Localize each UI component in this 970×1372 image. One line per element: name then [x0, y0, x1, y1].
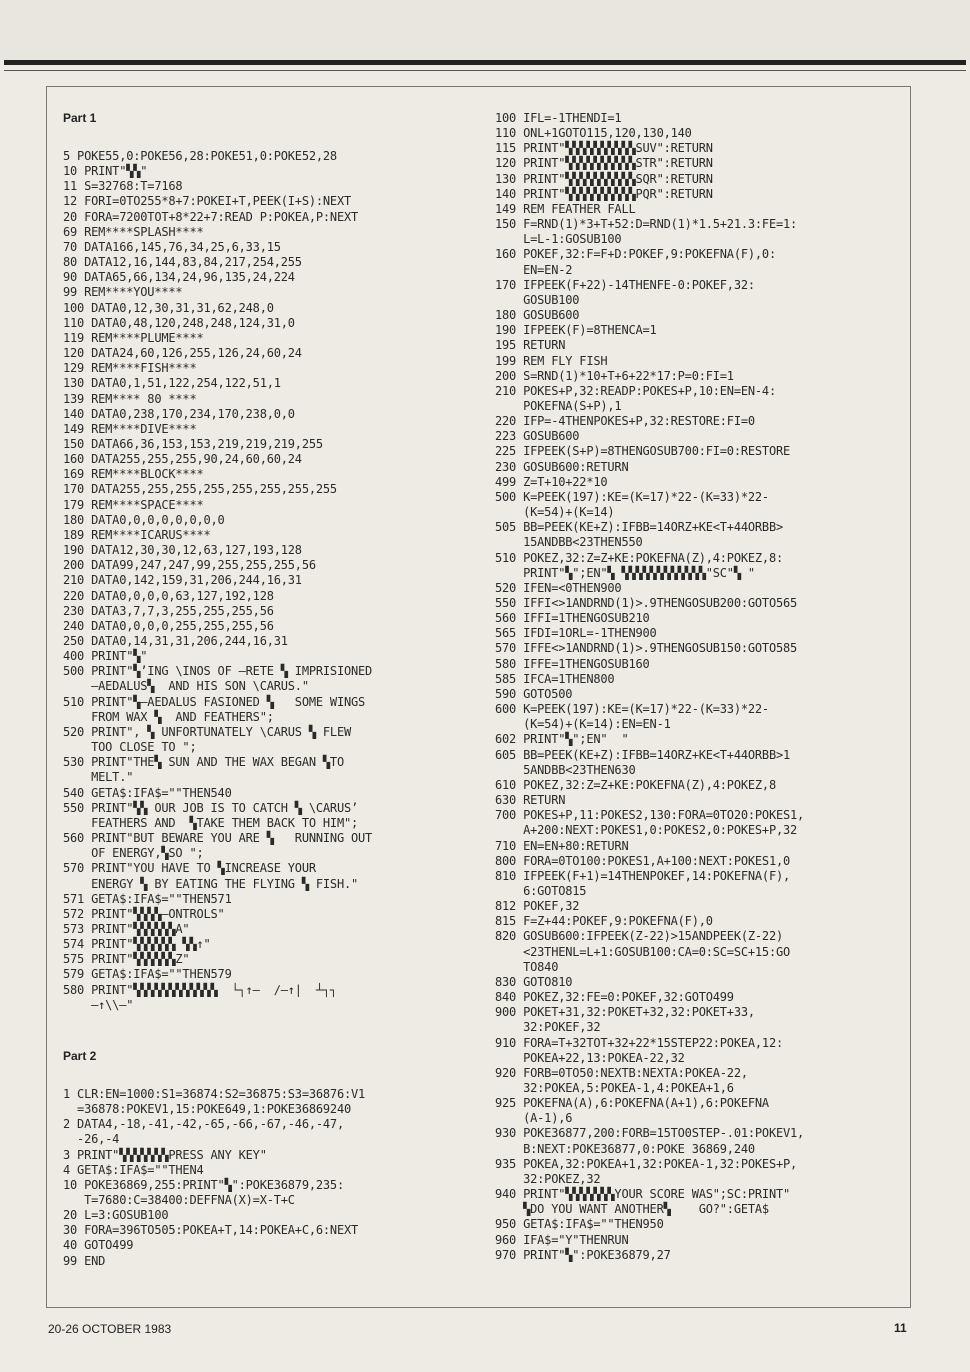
- code-line: 169 REM****BLOCK****: [63, 467, 204, 482]
- code-line: 935 POKEA,32:POKEA+1,32:POKEA-1,32:POKES+P,: [495, 1156, 798, 1171]
- part1-heading: Part 1: [63, 111, 97, 125]
- code-line: 149 REM FEATHER FALL: [495, 201, 636, 216]
- part1-listing: [63, 149, 483, 1013]
- code-line: 99 END: [63, 1253, 106, 1268]
- code-line: EN=EN-2: [495, 262, 573, 277]
- right-listing: [495, 111, 905, 1263]
- code-line: 520 PRINT", ▚ UNFORTUNATELY \CARUS ▚ FLEW: [63, 724, 352, 739]
- code-line: 199 REM FLY FISH: [495, 353, 608, 368]
- part2-heading: Part 2: [63, 1048, 97, 1063]
- page-top-margin: [0, 0, 970, 60]
- code-line: 1 CLR:EN=1000:S1=36874:S2=36875:S3=36876:V1: [63, 1086, 366, 1101]
- code-line: 189 REM****ICARUS****: [63, 527, 211, 542]
- code-line: (A-1),6: [495, 1111, 573, 1126]
- part2-listing: [63, 1087, 483, 1269]
- code-line: 230 GOSUB600:RETURN: [495, 459, 629, 474]
- code-line: MELT.": [63, 770, 134, 785]
- code-line: 700 POKES+P,11:POKES2,130:FORA=0TO20:POKES1,: [495, 808, 805, 823]
- code-line: 520 IFEN=<0THEN900: [495, 580, 622, 595]
- code-line: 710 EN=EN+80:RETURN: [495, 838, 629, 853]
- code-line: 32:POKEF,32: [495, 1020, 601, 1035]
- code-line: 605 BB=PEEK(KE+Z):IFBB=14ORZ+KE<T+44ORBB>1: [495, 747, 791, 762]
- code-line: 20 L=3:GOSUB100: [63, 1208, 169, 1223]
- code-line: 900 POKET+31,32:POKET+32,32:POKET+33,: [495, 1005, 755, 1020]
- code-line: 100 IFL=-1THENDI=1: [495, 111, 622, 125]
- code-line: 129 REM****FISH****: [63, 361, 197, 376]
- code-line: 2 DATA4,-18,-41,-42,-65,-66,-67,-46,-47,: [63, 1117, 344, 1132]
- code-line: 5ANDBB<23THEN630: [495, 762, 636, 777]
- code-line: 160 DATA255,255,255,90,24,60,60,24: [63, 452, 302, 467]
- page-number: 11: [894, 1321, 907, 1335]
- code-line: 570 PRINT"YOU HAVE TO ▚INCREASE YOUR: [63, 861, 316, 876]
- code-line: TO840: [495, 959, 559, 974]
- code-line: 12 FORI=0TO255*8+7:POKEI+T,PEEK(I+S):NEXT: [63, 194, 352, 209]
- code-line: 572 PRINT"▚▚▚▚‒ONTROLS": [63, 906, 225, 921]
- header-thick-rule: [4, 60, 966, 65]
- code-line: 170 DATA255,255,255,255,255,255,255,255: [63, 482, 337, 497]
- code-line: 80 DATA12,16,144,83,84,217,254,255: [63, 255, 302, 270]
- header-thin-rule: [4, 70, 966, 71]
- code-line: ‒↑\\‒": [63, 997, 134, 1012]
- code-line: TOO CLOSE TO ";: [63, 740, 197, 755]
- code-line: 220 DATA0,0,0,0,63,127,192,128: [63, 588, 274, 603]
- code-line: 5 POKE55,0:POKE56,28:POKE51,0:POKE52,28: [63, 149, 337, 163]
- code-line: 240 DATA0,0,0,0,255,255,255,56: [63, 618, 274, 633]
- code-line: 565 IFDI=1ORL=-1THEN900: [495, 626, 657, 641]
- code-line: -26,-4: [63, 1132, 120, 1147]
- code-line: 579 GETA$:IFA$=""THEN579: [63, 967, 232, 982]
- code-line: <23THENL=L+1:GOSUB100:CA=0:SC=SC+15:GO: [495, 944, 791, 959]
- code-line: 560 IFFI=1THENGOSUB210: [495, 611, 650, 626]
- code-line: 6:GOTO815: [495, 883, 587, 898]
- code-line: 160 POKEF,32:F=F+D:POKEF,9:POKEFNA(F),0:: [495, 247, 776, 262]
- code-line: ‒AEDALUS▚ AND HIS SON \CARUS.": [63, 679, 309, 694]
- code-line: 149 REM****DIVE****: [63, 421, 197, 436]
- code-line: OF ENERGY,▚SO ";: [63, 846, 204, 861]
- code-line: 815 F=Z+44:POKEF,9:POKEFNA(F),0: [495, 914, 713, 929]
- code-line: 190 IFPEEK(F)=8THENCA=1: [495, 323, 657, 338]
- code-line: 210 DATA0,142,159,31,206,244,16,31: [63, 573, 302, 588]
- code-line: 573 PRINT"▚▚▚▚▚▚A": [63, 921, 190, 936]
- code-line: 500 PRINT"▚’ING \INOS OF ‒RETE ▚ IMPRISIONED: [63, 664, 373, 679]
- code-line: 32:POKEZ,32: [495, 1171, 601, 1186]
- code-line: 99 REM****YOU****: [63, 285, 183, 300]
- code-line: 540 GETA$:IFA$=""THEN540: [63, 785, 232, 800]
- code-line: 115 PRINT"▚▚▚▚▚▚▚▚▚▚SUV":RETURN: [495, 141, 713, 156]
- code-line: 585 IFCA=1THEN800: [495, 671, 615, 686]
- code-line: 180 GOSUB600: [495, 308, 580, 323]
- code-line: 812 POKEF,32: [495, 899, 580, 914]
- code-line: 400 PRINT"▚": [63, 649, 148, 664]
- code-line: 610 POKEZ,32:Z=Z+KE:POKEFNA(Z),4:POKEZ,8: [495, 777, 776, 792]
- code-line: 150 DATA66,36,153,153,219,219,219,255: [63, 436, 323, 451]
- code-line: 130 DATA0,1,51,122,254,122,51,1: [63, 376, 281, 391]
- code-line: 200 S=RND(1)*10+T+6+22*17:P=0:FI=1: [495, 368, 734, 383]
- code-line: 950 GETA$:IFA$=""THEN950: [495, 1217, 664, 1232]
- code-line: POKEFNA(S+P),1: [495, 398, 622, 413]
- code-line: B:NEXT:POKE36877,0:POKE 36869,240: [495, 1141, 755, 1156]
- code-line: PRINT"▚";EN"▚ ▚▚▚▚▚▚▚▚▚▚▚▚"SC"▚ ": [495, 565, 755, 580]
- code-line: 550 IFFI<>1ANDRND(1)>.9THENGOSUB200:GOTO565: [495, 596, 798, 610]
- code-line: 10 POKE36869,255:PRINT"▚":POKE36879,235:: [63, 1177, 344, 1192]
- code-line: 505 BB=PEEK(KE+Z):IFBB=14ORZ+KE<T+44ORBB>: [495, 520, 784, 535]
- code-line: 190 DATA12,30,30,12,63,127,193,128: [63, 543, 302, 558]
- code-line: 130 PRINT"▚▚▚▚▚▚▚▚▚▚SQR":RETURN: [495, 171, 713, 186]
- code-line: 800 FORA=0TO100:POKES1,A+100:NEXT:POKES1,0: [495, 853, 791, 868]
- code-line: 590 GOTO500: [495, 686, 573, 701]
- code-line: 510 POKEZ,32:Z=Z+KE:POKEFNA(Z),4:POKEZ,8:: [495, 550, 784, 565]
- code-line: 560 PRINT"BUT BEWARE YOU ARE ▚ RUNNING OUT: [63, 831, 373, 846]
- code-line: 571 GETA$:IFA$=""THEN571: [63, 891, 232, 906]
- code-line: 179 REM****SPACE****: [63, 497, 204, 512]
- left-column: [63, 111, 483, 1269]
- code-line: 575 PRINT"▚▚▚▚▚▚Z": [63, 952, 190, 967]
- code-line: POKEA+22,13:POKEA-22,32: [495, 1050, 685, 1065]
- code-line: ▚DO YOU WANT ANOTHER▚ GO?":GETA$: [495, 1202, 769, 1217]
- code-line: (K=54)+(K=14): [495, 505, 615, 520]
- code-line: 940 PRINT"▚▚▚▚▚▚▚YOUR SCORE WAS";SC:PRINT": [495, 1187, 791, 1202]
- code-line: 230 DATA3,7,7,3,255,255,255,56: [63, 603, 274, 618]
- code-line: 3 PRINT"▚▚▚▚▚▚▚PRESS ANY KEY": [63, 1147, 267, 1162]
- code-line: 180 DATA0,0,0,0,0,0,0,0: [63, 512, 225, 527]
- code-line: 4 GETA$:IFA$=""THEN4: [63, 1162, 204, 1177]
- code-line: 580 IFFE=1THENGOSUB160: [495, 656, 650, 671]
- code-line: 510 PRINT"▚‒AEDALUS FASIONED ▚ SOME WINGS: [63, 694, 366, 709]
- code-line: 550 PRINT"▚▚ OUR JOB IS TO CATCH ▚ \CARUS’: [63, 800, 359, 815]
- code-line: 40 GOTO499: [63, 1238, 134, 1253]
- code-line: L=L-1:GOSUB100: [495, 232, 622, 247]
- code-line: 930 POKE36877,200:FORB=15TO0STEP-.01:POKEV1,: [495, 1126, 805, 1141]
- code-line: 10 PRINT"▚▚": [63, 164, 148, 179]
- code-line: 210 POKES+P,32:READP:POKES+P,10:EN=EN-4:: [495, 383, 776, 398]
- code-line: 630 RETURN: [495, 793, 566, 808]
- code-line: 500 K=PEEK(197):KE=(K=17)*22-(K=33)*22-: [495, 489, 769, 504]
- code-line: T=7680:C=38400:DEFFNA(X)=X-T+C: [63, 1193, 295, 1207]
- code-line: 110 DATA0,48,120,248,248,124,31,0: [63, 315, 295, 330]
- code-line: 139 REM**** 80 ****: [63, 391, 197, 406]
- code-line: 70 DATA166,145,76,34,25,6,33,15: [63, 239, 281, 254]
- code-line: 32:POKEA,5:POKEA-1,4:POKEA+1,6: [495, 1081, 734, 1095]
- code-line: 970 PRINT"▚":POKE36879,27: [495, 1247, 671, 1262]
- code-line: 830 GOTO810: [495, 974, 573, 989]
- code-line: 120 DATA24,60,126,255,126,24,60,24: [63, 346, 302, 361]
- code-line: 195 RETURN: [495, 338, 566, 353]
- code-line: 925 POKEFNA(A),6:POKEFNA(A+1),6:POKEFNA: [495, 1096, 769, 1111]
- code-line: 150 F=RND(1)*3+T+52:D=RND(1)*1.5+21.3:FE=1:: [495, 217, 798, 232]
- code-line: 223 GOSUB600: [495, 429, 580, 444]
- code-line: 810 IFPEEK(F+1)=14THENPOKEF,14:POKEFNA(F),: [495, 868, 791, 883]
- code-line: FEATHERS AND ▚TAKE THEM BACK TO HIM";: [63, 815, 359, 830]
- code-line: 910 FORA=T+32TOT+32+22*15STEP22:POKEA,12:: [495, 1035, 784, 1050]
- code-line: 570 IFFE<>1ANDRND(1)>.9THENGOSUB150:GOTO585: [495, 641, 798, 656]
- code-line: 140 DATA0,238,170,234,170,238,0,0: [63, 406, 295, 421]
- code-line: 250 DATA0,14,31,31,206,244,16,31: [63, 634, 288, 648]
- code-line: 119 REM****PLUME****: [63, 330, 204, 345]
- code-line: 170 IFPEEK(F+22)-14THENFE-0:POKEF,32:: [495, 277, 755, 292]
- code-line: 100 DATA0,12,30,31,31,62,248,0: [63, 300, 274, 315]
- code-line: 220 IFP=-4THENPOKES+P,32:RESTORE:FI=0: [495, 414, 755, 429]
- issue-date: 20-26 OCTOBER 1983: [48, 1322, 172, 1336]
- code-line: 499 Z=T+10+22*10: [495, 474, 608, 489]
- code-line: 30 FORA=396TO505:POKEA+T,14:POKEA+C,6:NEXT: [63, 1223, 359, 1238]
- code-line: ENERGY ▚ BY EATING THE FLYING ▚ FISH.": [63, 876, 359, 891]
- right-column: [495, 111, 905, 1263]
- code-line: 574 PRINT"▚▚▚▚▚▚ ▚▚↑": [63, 937, 211, 952]
- code-line: =36878:POKEV1,15:POKE649,1:POKE36869240: [63, 1102, 352, 1117]
- code-line: 90 DATA65,66,134,24,96,135,24,224: [63, 270, 295, 285]
- code-line: A+200:NEXT:POKES1,0:POKES2,0:POKES+P,32: [495, 823, 798, 838]
- code-line: 120 PRINT"▚▚▚▚▚▚▚▚▚▚STR":RETURN: [495, 156, 713, 171]
- code-line: FROM WAX ▚ AND FEATHERS";: [63, 709, 274, 724]
- code-line: 110 ONL+1GOTO115,120,130,140: [495, 126, 692, 141]
- code-line: 20 FORA=7200TOT+8*22+7:READ P:POKEA,P:NEXT: [63, 209, 359, 224]
- code-line: 580 PRINT"▚▚▚▚▚▚▚▚▚▚▚▚ └┐↑‒ ∕‒↑| ┴┐┐: [63, 982, 337, 997]
- code-line: 140 PRINT"▚▚▚▚▚▚▚▚▚▚PQR":RETURN: [495, 186, 713, 201]
- code-line: 15ANDBB<23THEN550: [495, 535, 643, 550]
- code-line: 920 FORB=0TO50:NEXTB:NEXTA:POKEA-22,: [495, 1065, 748, 1080]
- code-line: (K=54)+(K=14):EN=EN-1: [495, 717, 671, 732]
- code-line: GOSUB100: [495, 292, 580, 307]
- listing-frame: [46, 86, 911, 1308]
- code-line: 530 PRINT"THE▚ SUN AND THE WAX BEGAN ▚TO: [63, 755, 344, 770]
- code-line: 69 REM****SPLASH****: [63, 224, 204, 239]
- code-line: 200 DATA99,247,247,99,255,255,255,56: [63, 558, 316, 573]
- code-line: 820 GOSUB600:IFPEEK(Z-22)>15ANDPEEK(Z-22): [495, 929, 784, 944]
- code-line: 840 POKEZ,32:FE=0:POKEF,32:GOTO499: [495, 990, 734, 1005]
- code-line: 960 IFA$="Y"THENRUN: [495, 1232, 629, 1247]
- code-line: 225 IFPEEK(S+P)=8THENGOSUB700:FI=0:RESTORE: [495, 444, 791, 459]
- code-line: 11 S=32768:T=7168: [63, 179, 183, 194]
- code-line: 602 PRINT"▚";EN" ": [495, 732, 629, 747]
- code-line: 600 K=PEEK(197):KE=(K=17)*22-(K=33)*22-: [495, 702, 769, 717]
